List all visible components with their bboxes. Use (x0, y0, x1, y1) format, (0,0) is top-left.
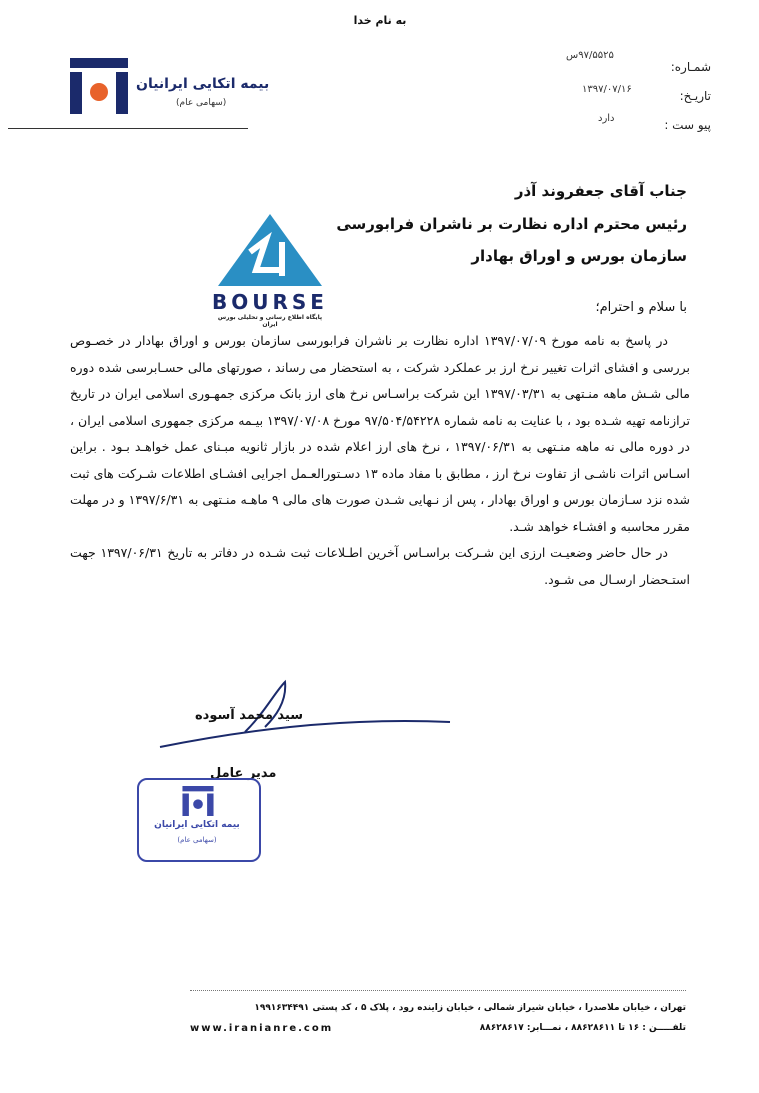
company-logo-icon (70, 58, 128, 114)
company-stamp (137, 778, 261, 862)
attachment-label: پیو ست : (664, 118, 711, 132)
addressee-line2: رئیس محترم اداره نظارت بر ناشران فرابورسی (336, 215, 687, 233)
company-sub: (سهامی عام) (176, 98, 227, 108)
company-logo (70, 58, 128, 114)
footer-address: تهران ، خیابان ملاصدرا ، خیابان شیراز شمالی ، خیابان زاینده رود ، پلاک ۵ ، کد پستی ۱۹۹۱۶۳۴۴۹۱ (254, 1003, 686, 1013)
company-name: بیمه اتکایی ایرانیان (136, 76, 270, 92)
letter-body (70, 328, 690, 593)
stamp-logo-icon (181, 786, 215, 816)
header-divider (8, 128, 248, 129)
signer-name: سید محمد آسوده (195, 708, 304, 723)
addressee-line3: سازمان بورس و اوراق بهادار (471, 247, 687, 265)
date-label: تاریـخ: (679, 89, 711, 103)
date-value: ۱۳۹۷/۰۷/۱۶ (582, 84, 632, 95)
body-paragraph-2: در حال حاضر وضعیـت ارزی این شـرکت براسـاس آخرین اطـلاعات ثبت شـده در دفاتر به تاریخ ۱۳۹۷/۰۶/۳۱ جهت استـحضار ارسـال می شـود. (70, 545, 690, 587)
bourse-brand: BOURSE (212, 290, 328, 314)
bourse-triangle-icon (210, 212, 330, 292)
footer-website: www.iranianre.com (190, 1023, 334, 1034)
footer-phone: تلفـــــن : ۱۶ تا ۸۸۶۲۸۶۱۱ ، نمـــابر: ۸۸۶۲۸۶۱۷ (479, 1023, 686, 1033)
number-value: ۹۷/۵۵۲۵س (566, 50, 614, 61)
body-paragraph-1: در پاسخ به نامه مورخ ۱۳۹۷/۰۷/۰۹ اداره نظارت بر ناشران فرابورسی سازمان بورس و اوراق بهادار در خصـوص بررسی و افشای اثرات تغییر نرخ ارز بر عملکرد شرکت ، به استحضار می رساند ، صورتهای مالی حسـابرسی شده دوره مالی شـش ماهه منـتهی به ۱۳۹۷/۰۳/۳۱ این شرکت براسـاس نرخ های ارز بانک مرکزی جمهـوری اسلامی ایران در تاریخ ترازنامه تهیه شـده بود ، با عنایت به نامه شماره ۹۷/۵۰۴/۵۴۲۲۸ مورخ ۱۳۹۷/۰۷/۰۸ بیـمه مرکزی جمهوری اسلامی ایران ، در دوره مالی نه ماهه منـتهی به ۱۳۹۷/۰۶/۳۱ ، نرخ های ارز اعلام شده در بازار ثانویه مبـنای عمل خواهـد بـود . براین اسـاس اثرات ناشـی از تفاوت نرخ ارز ، مطابق با مفاد ماده ۱۳ دسـتورالعـمل اجرایی افشـای اطلاعات شـرکت های ثبت شده نزد سـازمان بورس و اوراق بهادار ، پس از نـهایی شـدن صورت های مالی ۹ ماهـه منـتهی به ۱۳۹۷/۶/۳۱ و در مهلت مقرر محاسبه و افشـاء خواهد شـد. (70, 333, 691, 534)
bourse-caption: پایگاه اطلاع رسانی و تحلیلی بورس ایران (217, 314, 323, 328)
signer-title: مدیر عامل (210, 766, 277, 781)
attachment-value: دارد (598, 113, 615, 124)
stamp-company-sub: (سهامی عام) (177, 836, 217, 844)
addressee-line1: جناب آقای جعفروند آذر (514, 182, 687, 200)
greeting: با سلام و احترام؛ (595, 300, 687, 315)
bismillah: به نام خدا (353, 14, 407, 27)
number-label: شمـاره: (670, 60, 711, 74)
stamp-company-name: بیمه اتکایی ایرانیان (154, 820, 240, 830)
bourse-watermark (210, 212, 330, 328)
footer-divider (190, 990, 686, 991)
